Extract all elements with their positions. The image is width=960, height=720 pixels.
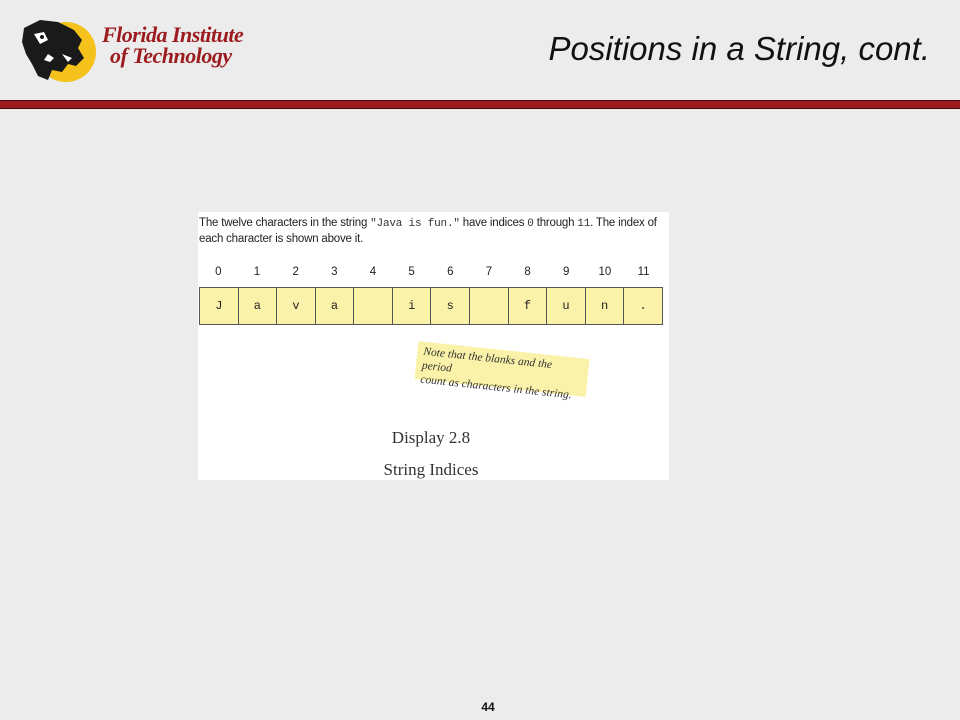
panther-icon	[18, 14, 108, 86]
index-label: 0	[215, 266, 222, 278]
caption-part2: have indices	[459, 217, 528, 229]
header-divider	[0, 100, 960, 109]
caption-code-string: "Java is fun."	[370, 218, 460, 230]
index-label: 3	[331, 266, 338, 278]
character-cell: u	[547, 288, 586, 324]
index-label: 1	[253, 266, 261, 278]
note-line2: count as characters in the string.	[419, 373, 573, 402]
index-label: 9	[563, 266, 570, 278]
note-line1: Note that the blanks and the period	[421, 345, 553, 375]
display-number: Display 2.8	[391, 428, 471, 447]
caption-code-start: 0	[527, 218, 534, 230]
character-cell: f	[509, 288, 548, 324]
index-label: 6	[447, 266, 454, 278]
character-cell: a	[239, 288, 278, 324]
character-cell: i	[393, 288, 432, 324]
caption-part1: The twelve characters in the string	[199, 217, 371, 229]
character-cell: a	[316, 288, 355, 324]
index-label: 10	[598, 266, 612, 278]
index-label: 8	[524, 266, 531, 278]
index-label: 11	[637, 266, 650, 278]
index-label: 4	[369, 266, 377, 278]
logo-line1: Florida Institute	[102, 22, 244, 47]
slide-title: Positions in a String, cont.	[548, 30, 930, 67]
logo-line2: of Technology	[110, 43, 232, 68]
caption-code-end: 11	[577, 218, 591, 230]
character-cells	[199, 287, 663, 325]
caption-part4: . The index of each character is shown above it.	[199, 217, 657, 245]
character-cell: n	[586, 288, 625, 324]
index-label: 5	[408, 266, 415, 278]
index-row	[199, 266, 663, 280]
index-label: 2	[292, 266, 299, 278]
character-cell: .	[639, 299, 647, 313]
character-cell: s	[431, 288, 470, 324]
character-cell: v	[277, 288, 316, 324]
display-name: String Indices	[383, 460, 479, 479]
caption-part3: through	[533, 217, 578, 229]
index-label: 7	[485, 266, 493, 278]
character-cell	[470, 288, 509, 324]
character-cell	[354, 288, 393, 324]
character-cell: J	[200, 288, 239, 324]
blanks-note	[414, 341, 589, 402]
logo-wordmark	[102, 24, 243, 66]
string-indices-figure	[198, 212, 669, 480]
page-number: 44	[481, 700, 495, 714]
figure-caption	[199, 216, 669, 247]
fit-logo	[18, 14, 248, 86]
